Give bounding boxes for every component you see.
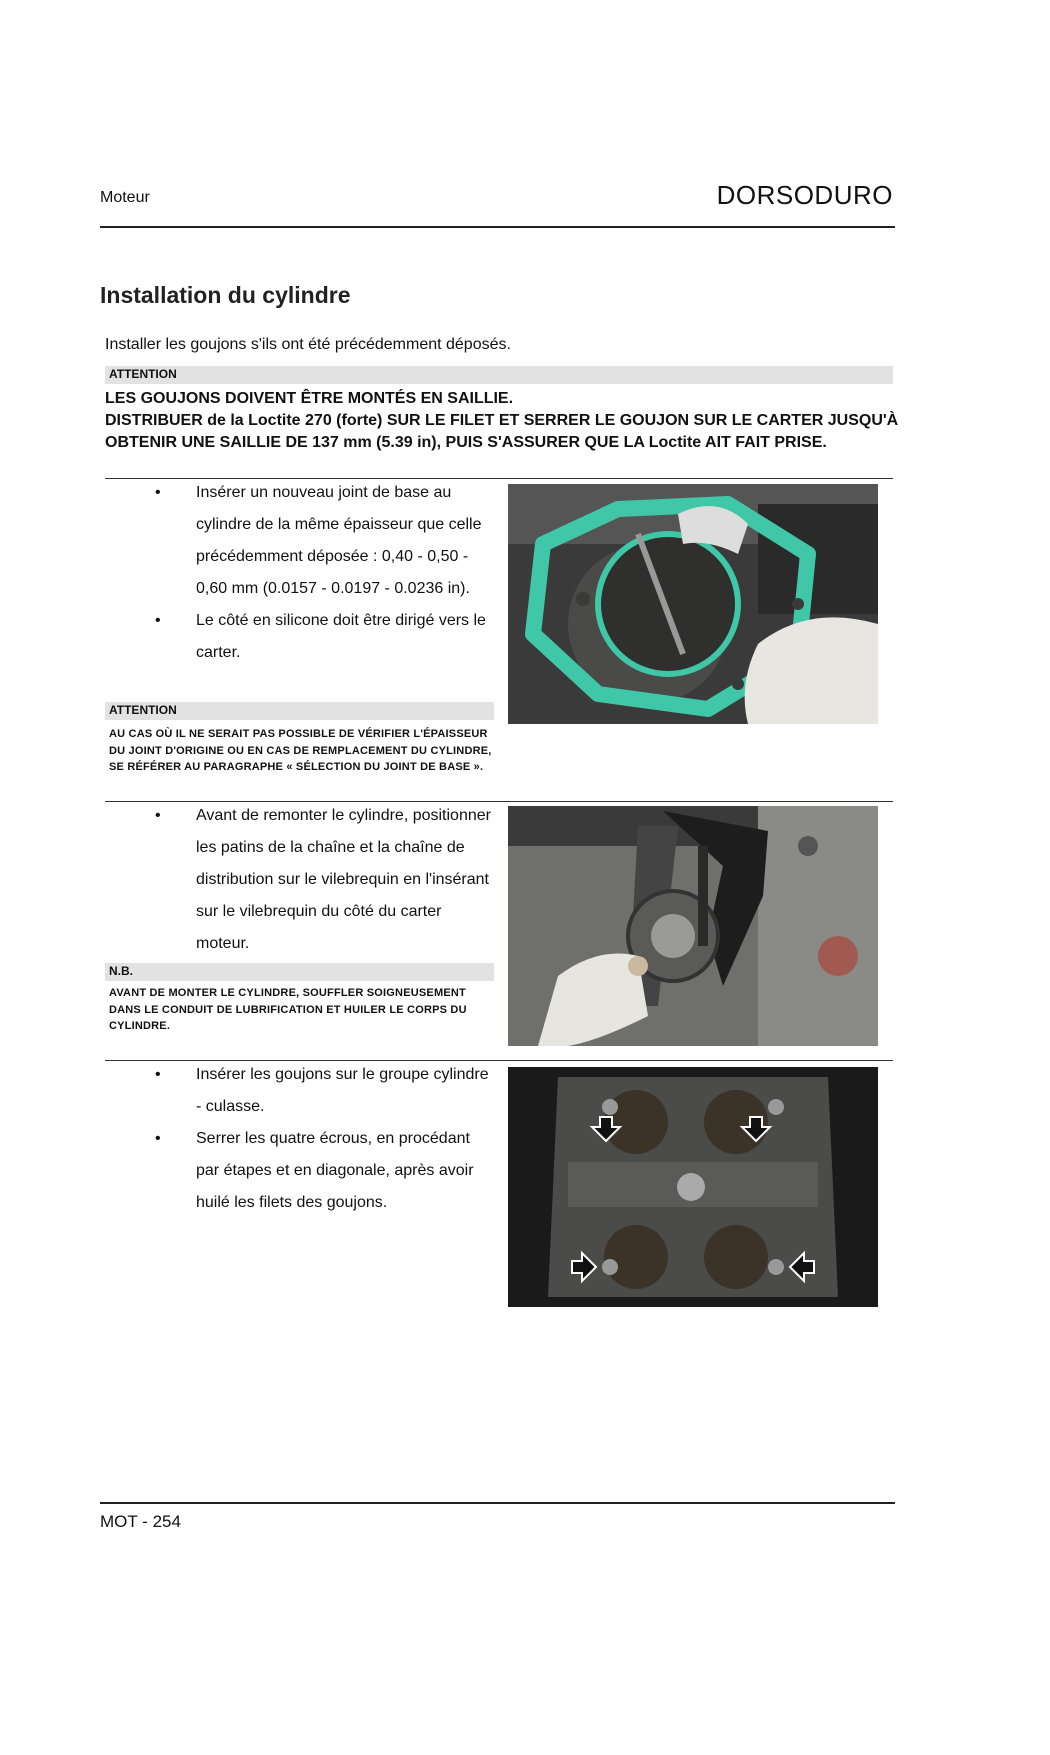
page-number: MOT - 254 [100,1512,181,1531]
page-title: Installation du cylindre [100,282,351,308]
header-rule [100,226,895,228]
attention-label: ATTENTION [109,367,177,381]
header-brand: DORSODURO [716,180,893,210]
list-item: • Serrer les quatre écrous, en procédant par étapes et en diagonale, après avoir huilé les filets des goujons. [105,1123,495,1219]
header-section-label: Moteur [100,189,150,206]
step1-list [105,477,495,669]
step2-note: AVANT DE MONTER LE CYLINDRE, SOUFFLER SOIGNEUSEMENT DANS LE CONDUIT DE LUBRIFICATION ET HUILER LE CORPS DU CYLINDRE. [109,987,467,1032]
list-item: • Insérer les goujons sur le groupe cylindre - culasse. [105,1059,495,1123]
list-item: • Avant de remonter le cylindre, positionner les patins de la chaîne et la chaîne de distribution sur le vilebrequin en l'insérant sur le vilebrequin du côté du carter moteur. [105,800,495,960]
list-item: • Insérer un nouveau joint de base au cylindre de la même épaisseur que celle précédemment déposée : 0,40 - 0,50 - 0,60 mm (0.0157 - 0.0197 - 0.0236 in). [105,477,495,605]
main-warning-line1: LES GOUJONS DOIVENT ÊTRE MONTÉS EN SAILLIE. [105,390,514,407]
note-label: ATTENTION [109,703,177,717]
step2-list [105,800,495,960]
main-warning [105,388,905,454]
intro-text: Installer les goujons s'ils ont été précédemment déposés. [105,336,511,353]
list-item: • Le côté en silicone doit être dirigé vers le carter. [105,605,495,669]
note-label: N.B. [109,964,133,978]
main-warning-line2: DISTRIBUER de la Loctite 270 (forte) SUR LE FILET ET SERRER LE GOUJON SUR LE CARTER JUSQU'À OBTENIR UNE SAILLIE DE 137 mm (5.39 in), PUIS S'ASSURER QUE LA Loctite AIT FAIT PRISE. [105,412,899,451]
gasket-photo [508,484,878,724]
timing-chain-photo [508,806,878,1046]
attention-band [105,366,893,384]
cylinder-head-photo [508,1067,878,1307]
note-band [105,963,494,981]
footer-rule [100,1502,895,1504]
step3-list [105,1059,495,1219]
note-band [105,702,494,720]
step1-note: AU CAS OÙ IL NE SERAIT PAS POSSIBLE DE VÉRIFIER L'ÉPAISSEUR DU JOINT D'ORIGINE OU EN CAS DE REMPLACEMENT DU CYLINDRE, SE RÉFÉRER AU PARAGRAPHE « SÉLECTION DU JOINT DE BASE ». [109,728,492,773]
